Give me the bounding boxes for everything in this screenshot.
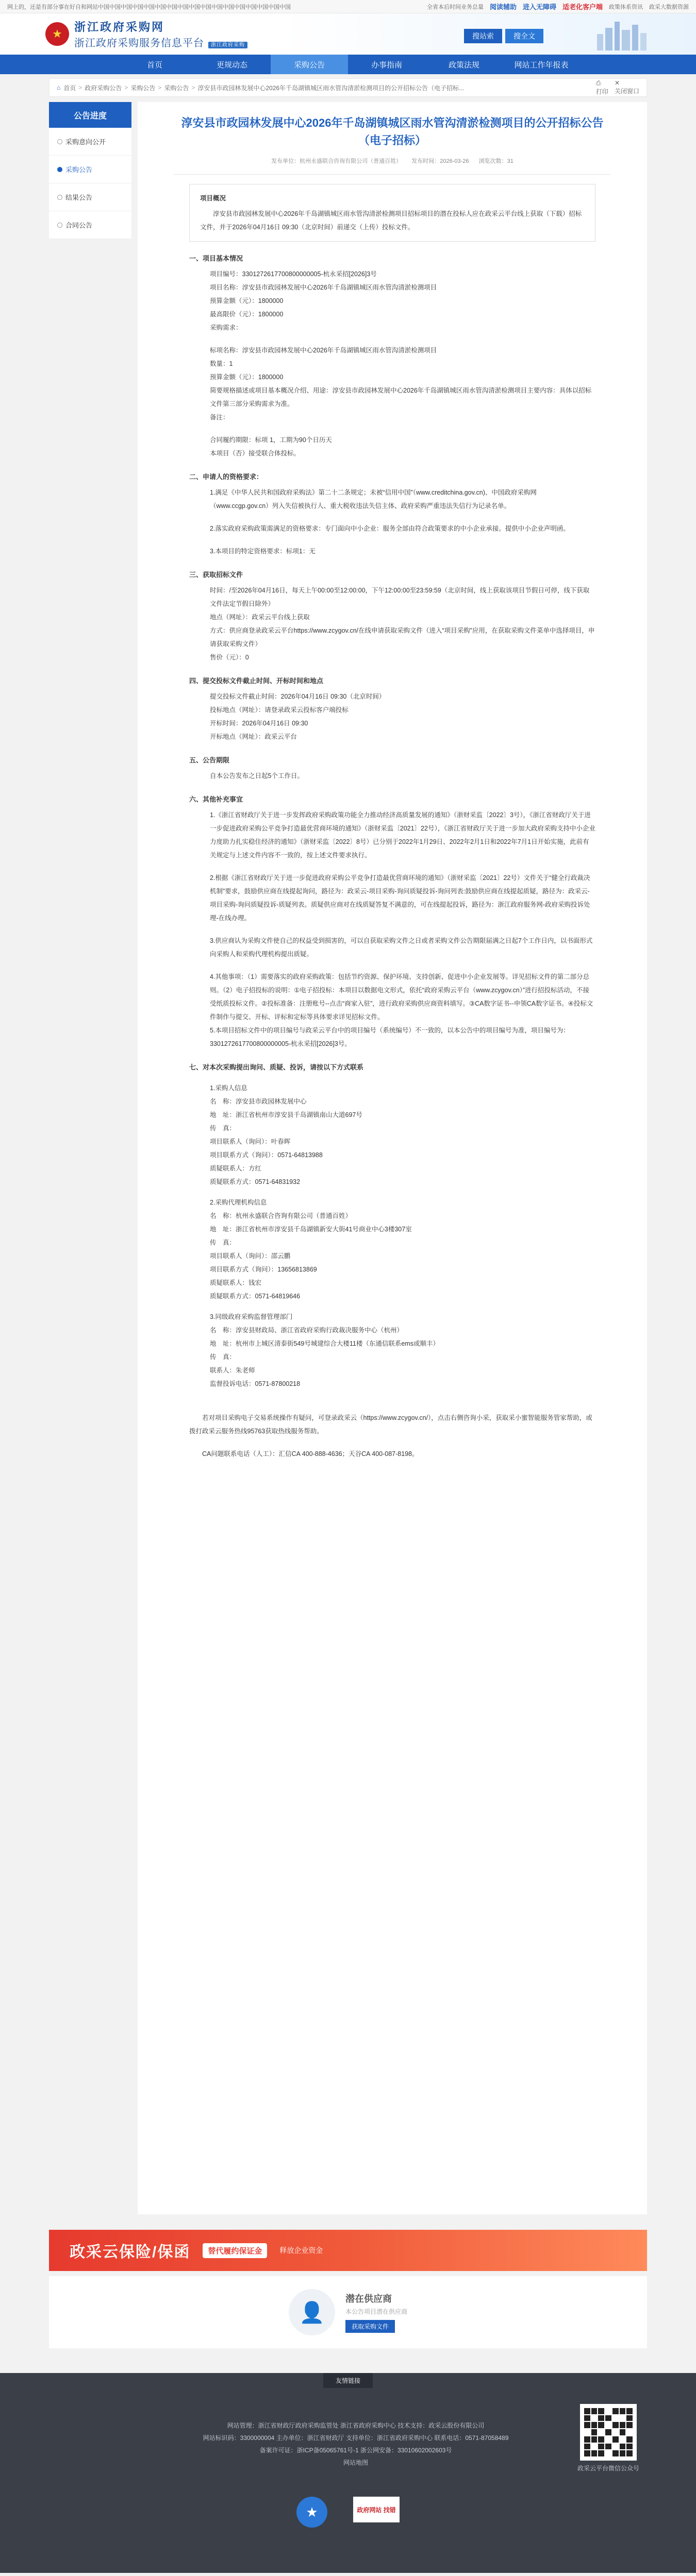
section-6-title: 六、其他补充事宜 [189,795,243,803]
s7-a-line: 传 真： [210,1125,236,1132]
nav-annual-report[interactable]: 网站工作年报表 [514,60,569,70]
footer-line: 网站管理：浙江省财政厅政府采购监管处 浙江省政府采购中心 技术支持：政采云股份有限公司 [227,2422,485,2429]
logo-line2: 浙江政府采购服务信息平台 浙江政府采购 [74,35,247,49]
article [138,102,647,2214]
nav-news[interactable]: 更规动态 [216,60,247,70]
top-link-reading-aid[interactable]: 阅读辅助 [489,3,517,11]
qr-caption: 政采云平台微信公众号 [577,2465,640,2472]
footer-info [170,2419,541,2469]
site-footer [0,2373,696,2573]
s2-line: 1.满足《中华人民共和国政府采购法》第二十二条规定；未被“信用中国”（www.creditchina.gov.cn)、中国政府采购网（www.ccgp.gov.cn）列入失信被执行人、重大税收违法失信主体、政府采购严重违法失信行为记录名单。 [210,489,537,510]
s3-line: 售价（元）：0 [210,654,249,661]
section-5-title: 五、公告期限 [189,756,230,764]
s7-b-line: 项目联系方式（询问）：13656813869 [210,1266,317,1273]
party-gov-badge-icon[interactable]: ★ [296,2497,327,2528]
logo-badge: 浙江政府采购 [208,42,247,48]
s4-line: 投标地点（网址）：请登录政采云投标客户端投标 [210,706,349,714]
s3-line: 方式：供应商登录政采云平台https://www.zcygov.cn/在线申请获取采购文件（进入“项目采购”应用，在获取采购文件菜单中选择项目，申请获取采购文件） [210,627,595,648]
s6-line: 2.根据《浙江省财政厅关于进一步促进政府采购公平竞争打造最优营商环境的通知》（浙财采监〔2021〕22号）文件关于“健全行政裁决机制”要求，鼓励供应商在线提起询问，路径为：政采云-项目采购-询问质疑投诉-询问列表:鼓励供应商在线提起质疑，路径为：政采云-项目采购-询问质疑投诉-质疑列表。质疑供应商对在线质疑答复不满意的，可在线提起投诉，路径为：浙江政府服务网-政府采购投诉处理-在线办理。 [210,874,590,922]
top-link-elderly[interactable]: 适老化客户端 [562,3,603,11]
skyline-icon [593,19,650,50]
gov-site-error-badge[interactable]: 政府网站 找错 [353,2497,400,2522]
wechat-qr [577,2404,639,2472]
s7-supervisor-title: 3.同级政府采购监督管理部门 [210,1313,293,1320]
breadcrumb-announcements[interactable]: 采购公告 [130,84,156,92]
section-1-title: 一、项目基本情况 [189,255,243,262]
user-icon: 👤 [289,2289,335,2335]
breadcrumb: ⌂ 首页 > 政府采购公告 > 采购公告 > 采购公告 > 淳安县市政园林发展中心2026年千岛湖镇城区雨水管沟清淤检测项目的公开招标公告（电子招标... ⎙ 打印 ✕ 关闭窗口 [49,78,647,97]
section-2-title: 二、申请人的资格要求： [189,473,263,481]
s7-a-line: 地 址：浙江省杭州市淳安县千岛湖镇南山大道697号 [210,1111,362,1118]
section-7-title: 七、对本次采购提出询问、质疑、投诉，请按以下方式联系 [189,1063,364,1071]
s2-line: 2.落实政府采购政策需满足的资格要求：专门面向中小企业：服务全部由符合政策要求的中小企业承接。提供中小企业声明函。 [210,525,570,532]
s1-line: 项目编号：3301272617700800000005-杭永采招[2026]3号 [210,270,377,278]
s7-a-line: 项目联系人（询问）：叶春晖 [210,1138,291,1145]
s1-req: 标项名称：淳安县市政园林发展中心2026年千岛湖镇城区雨水管沟清淤检测项目 [210,347,437,354]
overview-box [189,184,595,242]
footer-line: 备案许可证：浙ICP备05065761号-1 浙公网安备：33010602002603号 [259,2447,452,2454]
s6-line: 1.《浙江省财政厅关于进一步发挥政府采购政策功能全力推动经济高质量发展的通知》（浙财采监〔2022〕3号），《浙江省财政厅关于进一步促进政府采购公平竞争打造最优营商环境的通知》（浙财采监〔2021〕22号），《浙江省财政厅关于进一步加大政府采购支持中小企业力度助力扎实稳住经济的通知》（浙财采监〔2022〕8号）已分别于2022年1月29日、2022年2月1日和2022年7月1日开始实施，此前有关规定与上述文件内容不一致的，按上述文件要求执行。 [210,811,595,859]
overview-text: 淳安县市政园林发展中心2026年千岛湖镇城区雨水管沟清淤检测项目招标项目的潜在投标人应在政采云平台线上获取（下载）招标文件，并于2026年04月16日 09:30（北京时间）前递交（上传）投标文件。 [200,210,582,231]
footer-badges [296,2497,400,2528]
s7-b-line: 质疑联系方式：0571-64819646 [210,1293,301,1300]
overview-title: 项目概况 [200,195,226,202]
s1-after: 合同履约期限：标项 1，工期为90个日历天 [210,436,332,444]
banner-title: 政采云保险/保函 [70,2244,191,2261]
breadcrumb-current: 淳安县市政园林发展中心2026年千岛湖镇城区雨水管沟清淤检测项目的公开招标公告（电子招标... [197,84,465,92]
breadcrumb-announcements-sub[interactable]: 采购公告 [164,84,189,92]
s1-req: 简要规格描述或项目基本概况介绍、用途：淳安县市政园林发展中心2026年千岛湖镇城区雨水管沟清淤检测项目主要内容：具体以招标文件第三部分采购需求为准。 [210,387,592,408]
qr-code-icon [580,2404,637,2461]
section-3-list [210,584,595,664]
top-link-accessibility[interactable]: 进入无障碍 [522,3,556,11]
nav-home[interactable]: 首页 [146,60,162,70]
article-meta [174,157,611,175]
s1-req: 数量：1 [210,360,233,367]
closing-ca: CA问题联系电话（人工）：汇信CA 400-888-4636；天谷CA 400-087-8198。 [202,1450,419,1458]
section-1-list [210,267,595,460]
article-body [174,175,611,1461]
s7-b-line: 地 址：浙江省杭州市淳安县千岛湖镇新安大街41号商业中心3楼307室 [210,1226,412,1233]
main-nav [0,55,696,74]
section-4-title: 四、提交投标文件截止时间、开标时间和地点 [189,677,324,685]
insurance-banner[interactable] [49,2230,647,2271]
logo-line1: 浙江政府采购网 [74,21,165,33]
section-6-list [210,808,595,1050]
s7-b-line: 传 真： [210,1239,236,1246]
bullet-icon [57,167,62,172]
s1-req: 备注： [210,414,229,421]
s7-b-line: 质疑联系人：钱宏 [210,1279,262,1286]
section-3-title: 三、获取招标文件 [189,571,243,579]
close-window-button[interactable]: ✕ 关闭窗口 [614,79,639,95]
section-7-list [210,1081,595,1391]
s6-line: 3.供应商认为采购文件使自己的权益受到损害的，可以自获取采购文件之日或者采购文件公告期限届满之日起7个工作日内，以书面形式向采购人和采购代理机构提出质疑。 [210,937,593,958]
s3-line: 时间：/至2026年04月16日，每天上午00:00至12:00:00，下午12:00:00至23:59:59（北京时间，线上获取该项目节假日可停，线下获取文件法定节假日除外） [210,587,590,607]
s4-line: 开标时间：2026年04月16日 09:30 [210,720,308,727]
sidebar-item-intent[interactable]: 采购意向公开 [49,128,131,156]
sidebar [49,102,131,239]
s7-b-line: 名 称：杭州永盛联合咨询有限公司（普通百姓） [210,1212,352,1219]
s7-agency-title: 2.采购代理机构信息 [210,1199,267,1206]
section-2-list [210,486,595,558]
search-fulltext-button[interactable]: 搜全文 [505,29,543,43]
meta-date: 发布时间：2026-03-26 [411,158,469,164]
top-link-policy[interactable]: 政策体系资讯 [609,4,643,10]
search-buttons [464,29,543,43]
search-site-button[interactable]: 搜站索 [464,29,502,43]
friendly-links-tab[interactable]: 友情链接 [323,2373,373,2388]
printer-icon: ⎙ [595,79,601,87]
section-4-list [210,690,595,743]
top-strip-notice: 网上的，还是有部分事在好自和网站中国中国中国中国中国中国中国中国中国中国中国中国中国中国中国中国中国 [7,4,291,10]
top-link-stats[interactable]: 全省本后时间业务总量 [426,4,484,10]
s7-c-line: 监督投诉电话：0571-87800218 [210,1380,301,1387]
supplier-panel [49,2276,647,2348]
s2-line: 3.本项目的特定资格要求：标项1：无 [210,548,316,555]
top-strip-links [427,2,689,11]
s7-a-line: 项目联系方式（询问）：0571-64813988 [210,1151,323,1159]
meta-views: 浏览次数：31 [478,158,513,164]
s7-purchaser-title: 1.采购人信息 [210,1084,247,1092]
s7-c-line: 名 称：淳安县财政局、浙江省政府采购行政裁决服务中心（杭州） [210,1327,404,1334]
top-link-bigdata[interactable]: 政采大数据资源 [649,4,689,10]
get-documents-button[interactable]: 获取采购文件 [345,2320,395,2333]
s1-after: 本项目（否）接受联合体投标。 [210,450,301,457]
s1-req: 预算金额（元）：1800000 [210,374,284,381]
nav-policy[interactable]: 政策法规 [448,60,479,70]
banner-tag: 替代履约保证金 [203,2243,267,2258]
footer-line: 网站标识码：3300000004 主办单位：浙江省财政厅 支持单位：浙江省政府采购中心 联系电话：0571-87058489 [203,2434,509,2442]
sidebar-head: 公告进度 [49,102,131,128]
s1-line: 采购需求： [210,324,242,331]
sidebar-item-announcement[interactable]: 采购公告 [49,156,131,183]
site-header [0,13,696,55]
bullet-icon [57,223,62,228]
supplier-title: 潜在供应商 [345,2294,392,2304]
sidebar-item-contract[interactable]: 合同公告 [49,211,131,239]
top-strip [0,0,696,13]
site-logo[interactable] [45,19,247,49]
close-icon: ✕ [614,79,620,87]
emblem-icon: ★ [45,22,69,46]
meta-publisher: 发布单位：杭州永盛联合咨询有限公司（普通百姓） [271,158,402,164]
s7-c-line: 联系人：朱老师 [210,1367,255,1374]
s1-line: 项目名称：淳安县市政园林发展中心2026年千岛湖镇城区雨水管沟清淤检测项目 [210,284,437,291]
s3-line: 地点（网址）：政采云平台线上获取 [210,614,310,621]
s6-line: 5.本项目招标文件中的项目编号与政采云平台中的项目编号（系统编号）不一致的，以本公告中的项目编号为准，项目编号为：3301272617700800000005-杭永采招[2026]3号。 [210,1027,570,1047]
s7-c-line: 地 址：杭州市上城区清泰街549号城建综合大楼11楼（东通信联系ems或顺丰） [210,1340,439,1347]
s4-line: 提交投标文件截止时间：2026年04月16日 09:30（北京时间） [210,693,386,700]
bullet-icon [57,195,62,200]
banner-sub: 释放企业资金 [279,2246,323,2255]
breadcrumb-home[interactable]: 首页 [63,84,76,92]
page-title: 淳安县市政园林发展中心2026年千岛湖镇城区雨水管沟清淤检测项目的公开招标公告（电子招标） [181,116,604,147]
nav-announcements[interactable]: 采购公告 [271,55,348,74]
print-button[interactable]: ⎙ 打印 [595,79,608,95]
breadcrumb-procurement[interactable]: 政府采购公告 [85,84,122,92]
s5-text: 自本公告发布之日起5个工作日。 [210,772,304,779]
sitemap-link[interactable]: 网站地图 [343,2459,368,2466]
s7-a-line: 质疑联系方式：0571-64831932 [210,1178,301,1185]
main-area [49,102,647,2214]
s7-c-line: 传 真： [210,1353,236,1361]
s1-line: 预算金额（元）：1800000 [210,297,284,304]
closing-help: 若对项目采购电子交易系统操作有疑问，可登录政采云（https://www.zcygov.cn/），点击右侧咨询小采，获取采小蜜智能服务管家帮助，或拨打政采云服务热线95763获取热线服务帮助。 [189,1414,592,1435]
s7-a-line: 质疑联系人：方红 [210,1165,262,1172]
nav-guide[interactable]: 办事指南 [371,60,402,70]
s7-b-line: 项目联系人（询问）：邵云鹏 [210,1252,291,1260]
home-icon: ⌂ [57,84,61,91]
sidebar-item-result[interactable]: 结果公告 [49,183,131,211]
supplier-desc: 本公告项目潜在供应商 [345,2308,407,2315]
s7-a-line: 名 称：淳安县市政园林发展中心 [210,1098,307,1105]
s1-line: 最高限价（元）：1800000 [210,311,284,318]
s4-line: 开标地点（网址）：政采云平台 [210,733,297,740]
s6-line: 4.其他事项：（1）需要落实的政府采购政策：包括节约资源、保护环境、支持创新、促进中小企业发展等。详见招标文件的第二部分总则。（2）电子招投标的说明：①电子招投标：本项目以数据电文形式，依托“政府采购云平台（www.zcygov.cn）”进行招投标活动，不接受纸质投标文件。②投标准备：注册账号--点击“商家入驻”，进行政府采购供应商资料填写。③CA数字证书--申领CA数字证书。④投标文件制作与提交、开标、评标和定标等具体要求详见招标文件。 [210,973,593,1021]
bullet-icon [57,139,62,144]
